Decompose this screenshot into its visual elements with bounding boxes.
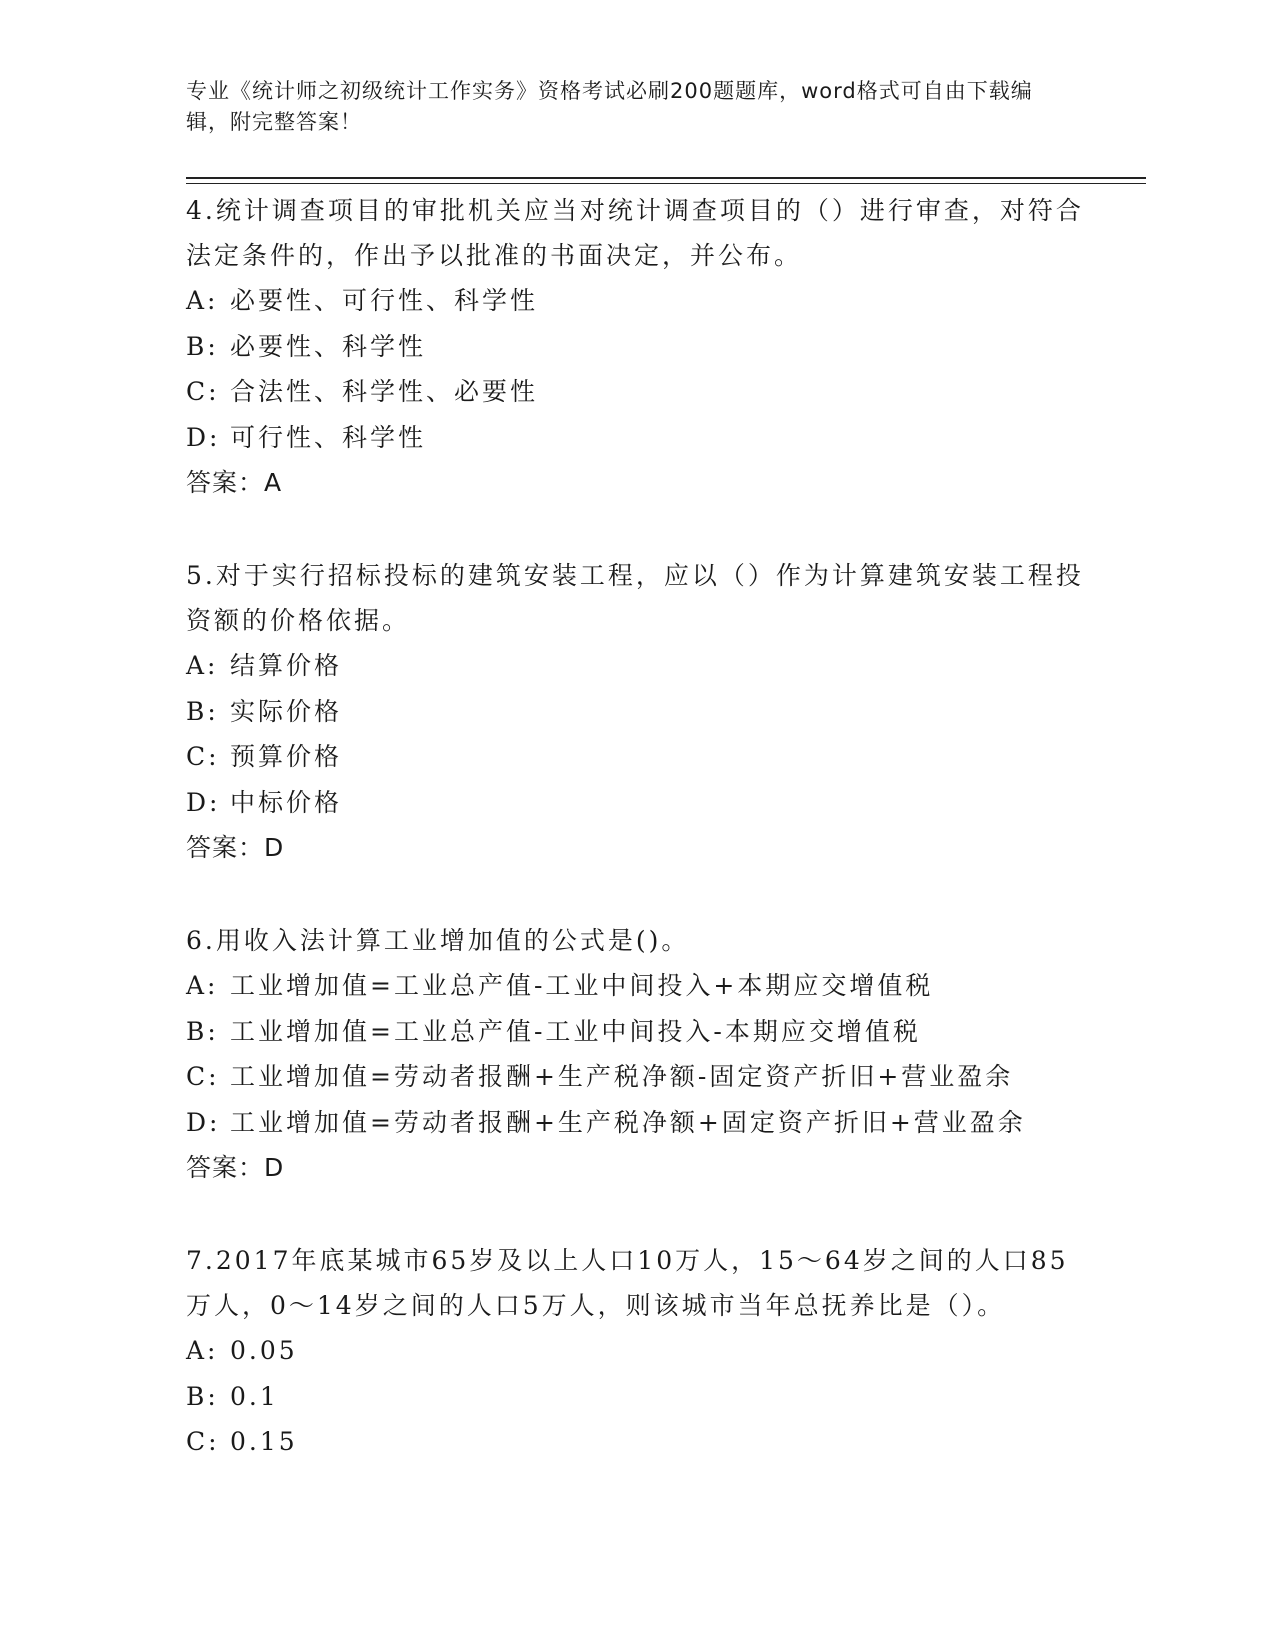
option-c — [186, 369, 1086, 415]
option-letter: C: — [186, 1427, 220, 1456]
option-letter: B: — [186, 331, 219, 361]
option-letter: B: — [186, 1381, 219, 1411]
question-stem: 4.统计调查项目的审批机关应当对统计调查项目的（）进行审查，对符合法定条件的，作出予以批准的书面决定，并公布。 — [186, 196, 1084, 270]
option-letter: D: — [186, 787, 221, 817]
option-letter: D: — [186, 422, 221, 452]
option-letter: C: — [186, 1062, 220, 1091]
option-letter: A: — [186, 971, 219, 1000]
option-d — [186, 415, 1086, 461]
option-d — [186, 780, 1086, 826]
option-c — [186, 734, 1086, 780]
option-b — [186, 1374, 1086, 1420]
option-text: 必要性、可行性、科学性 — [230, 286, 539, 315]
question-4 — [186, 188, 1086, 506]
option-b — [186, 689, 1086, 735]
option-letter: A: — [186, 651, 219, 680]
option-text: 0.1 — [230, 1381, 279, 1411]
option-text: 必要性、科学性 — [230, 331, 427, 361]
question-7 — [186, 1238, 1086, 1465]
option-a — [186, 1328, 1086, 1374]
option-letter: A: — [186, 286, 219, 315]
option-text: 工业增加值=工业总产值-工业中间投入+本期应交增值税 — [230, 971, 934, 1000]
option-text: 合法性、科学性、必要性 — [230, 377, 539, 406]
option-a — [186, 963, 1086, 1009]
option-text: 0.05 — [230, 1336, 298, 1365]
option-letter: A: — [186, 1336, 219, 1365]
option-text: 实际价格 — [230, 696, 343, 726]
question-stem: 6.用收入法计算工业增加值的公式是()。 — [186, 926, 690, 955]
answer-label: 答案：D — [186, 833, 285, 862]
option-letter: C: — [186, 377, 220, 406]
option-text: 预算价格 — [230, 742, 343, 771]
option-letter: D: — [186, 1107, 221, 1137]
option-b — [186, 324, 1086, 370]
header-rule-top — [186, 177, 1146, 179]
option-b — [186, 1009, 1086, 1055]
question-stem: 5.对于实行招标投标的建筑安装工程，应以（）作为计算建筑安装工程投资额的价格依据。 — [186, 561, 1084, 635]
answer-label: 答案：A — [186, 468, 283, 497]
option-text: 工业增加值=劳动者报酬+生产税净额-固定资产折旧+营业盈余 — [230, 1062, 1014, 1091]
option-letter: B: — [186, 696, 219, 726]
option-c — [186, 1054, 1086, 1100]
option-text: 0.15 — [230, 1427, 298, 1456]
question-stem: 7.2017年底某城市65岁及以上人口10万人，15～64岁之间的人口85万人，0～14岁之间的人口5万人，则该城市当年总抚养比是（）。 — [186, 1246, 1069, 1320]
question-6 — [186, 918, 1086, 1191]
option-letter: B: — [186, 1016, 219, 1046]
question-list — [186, 188, 1086, 1512]
option-a — [186, 278, 1086, 324]
option-text: 工业增加值=劳动者报酬+生产税净额+固定资产折旧+营业盈余 — [230, 1107, 1026, 1137]
option-text: 可行性、科学性 — [230, 422, 427, 452]
answer-label: 答案：D — [186, 1153, 285, 1182]
option-a — [186, 643, 1086, 689]
option-letter: C: — [186, 742, 220, 771]
option-text: 中标价格 — [230, 787, 343, 817]
option-c — [186, 1419, 1086, 1465]
option-text: 工业增加值=工业总产值-工业中间投入-本期应交增值税 — [230, 1016, 921, 1046]
header-rule-bottom — [186, 183, 1146, 184]
question-5 — [186, 553, 1086, 871]
option-text: 结算价格 — [230, 651, 343, 680]
option-d — [186, 1100, 1086, 1146]
document-header: 专业《统计师之初级统计工作实务》资格考试必刷200题题库，word格式可自由下载编辑，附完整答案！ — [186, 79, 1033, 134]
